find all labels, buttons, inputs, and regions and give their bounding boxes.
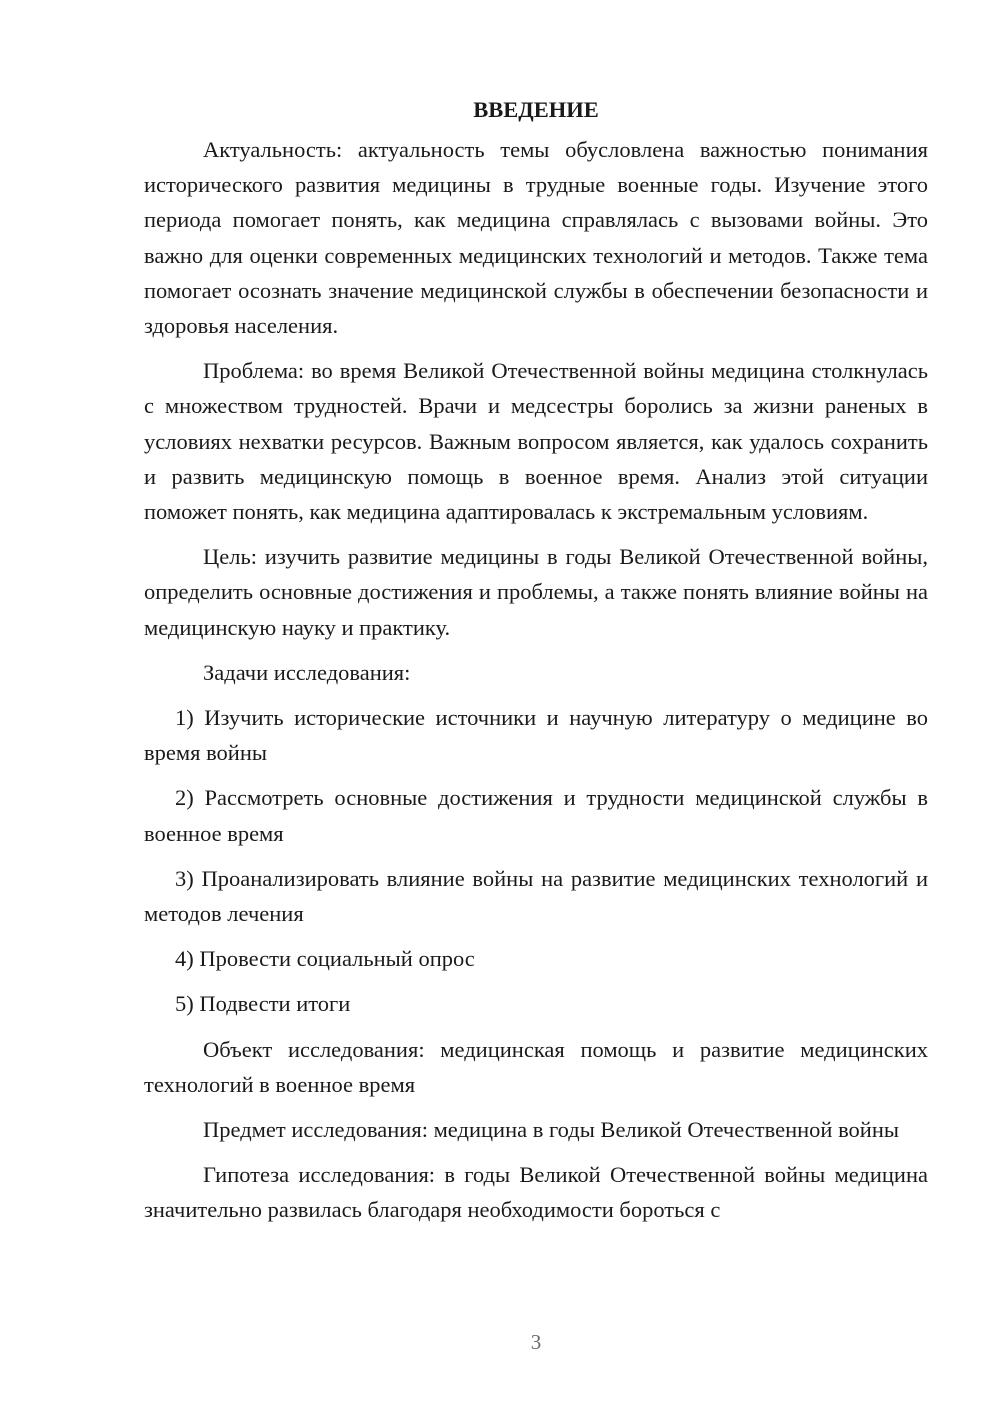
relevance-paragraph: Актуальность: актуальность темы обусловлена важностью понимания исторического развития медицины в трудные военные годы. Изучение этого периода помогает понять, как медицина справлялась с вызовами войны. Это важно для оценки современных медицинских технологий и методов. Также тема помогает осознать значение медицинской службы в обеспечении безопасности и здоровья населения. [144, 137, 928, 339]
task-item-2: 2) Рассмотреть основные достижения и трудности медицинской службы в военное время [144, 785, 928, 846]
task-item-4: 4) Провести социальный опрос [175, 946, 475, 972]
page-number: 3 [530, 1330, 542, 1354]
task-item-3: 3) Проанализировать влияние войны на развитие медицинских технологий и методов лечения [144, 865, 928, 927]
tasks-heading: Задачи исследования: [203, 659, 411, 685]
page-title: ВВЕДЕНИЕ [473, 97, 599, 122]
task-item-1: 1) Изучить исторические источники и научную литературу о медицине во время войны [144, 705, 928, 766]
object-paragraph: Объект исследования: медицинская помощь и развитие медицинских технологий в военное время [144, 1036, 928, 1097]
subject-paragraph: Предмет исследования: медицина в годы Великой Отечественной войны [203, 1117, 899, 1143]
document-body [144, 92, 928, 1238]
problem-paragraph: Проблема: во время Великой Отечественной войны медицина столкнулась с множеством трудностей. Врачи и медсестры боролись за жизни раненых в условиях нехватки ресурсов. Важным вопросом является, как удалось сохранить и развить медицинскую помощь в военное время. Анализ этой ситуации поможет понять, как медицина адаптировалась к экстремальным условиям. [144, 358, 928, 525]
task-item-5: 5) Подвести итоги [175, 991, 351, 1017]
goal-paragraph: Цель: изучить развитие медицины в годы Великой Отечественной войны, определить основные достижения и проблемы, а также понять влияние войны на медицинскую науку и практику. [144, 544, 928, 640]
hypothesis-paragraph: Гипотеза исследования: в годы Великой Отечественной войны медицина значительно развилась благодаря необходимости бороться с [144, 1162, 928, 1223]
